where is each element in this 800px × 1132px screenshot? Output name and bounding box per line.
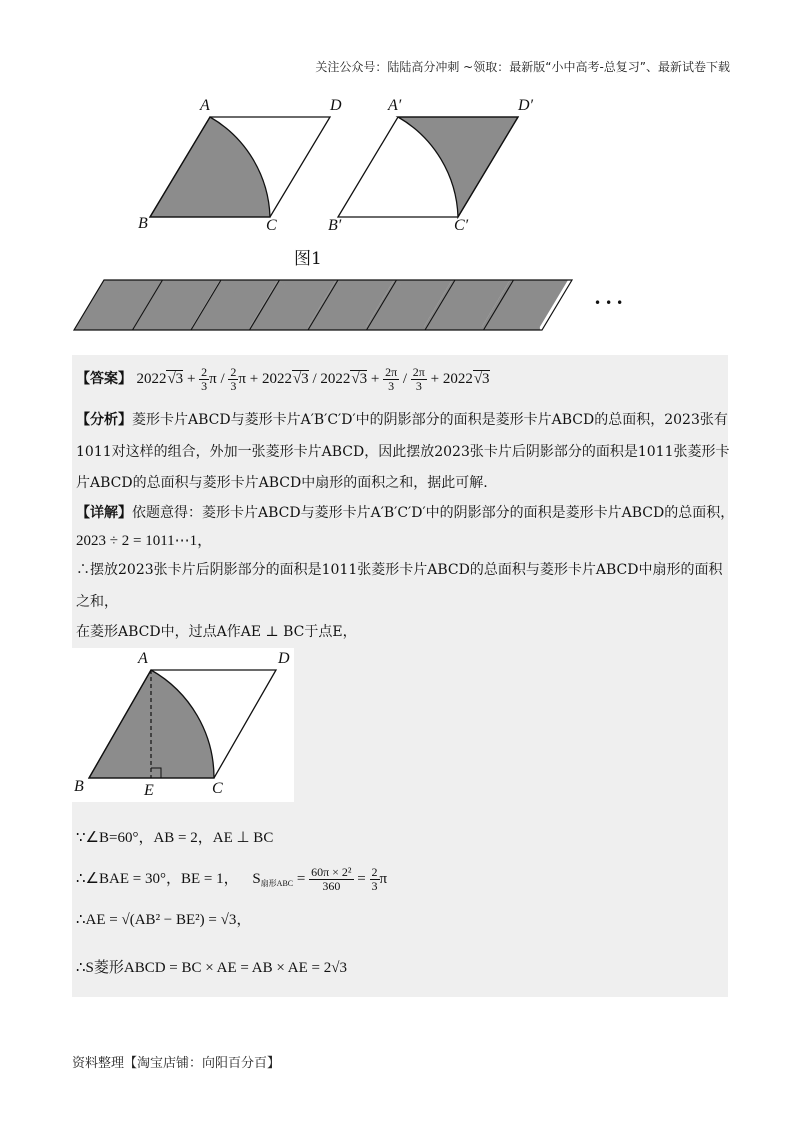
answer-expression: 2022√3 + $\frac{2}{3}$ π / $\frac{2}{3}$ π + 2022√3 / 2022√3 + $\frac{2\pi}{3}$ / $\frac{2\pi}{3}$ + 2022√3 [136,365,490,393]
detail-line-1 [76,503,734,523]
label-a: A [200,97,210,114]
rhombus-card-abcd [150,117,330,217]
detail-line-3: ∴摆放2023张卡片后阴影部分的面积是1011张菱形卡片ABCD的总面积与菱形卡片ABCD中扇形的面积 [76,562,723,578]
detail-tag: 【详解】 [76,505,132,521]
label-c: C [266,217,277,234]
step-2 [76,866,387,894]
detail-text-1: 依题意得：菱形卡片ABCD与菱形卡片A′B′C′D′中的阴影部分的面积是菱形卡片ABCD的总面积， [132,505,735,521]
answer-tag: 【答案】 [76,370,132,387]
analysis-text-1: 菱形卡片ABCD与菱形卡片A′B′C′D′中的阴影部分的面积是菱形卡片ABCD的总面积，2023张有 [132,412,728,428]
step-2-sector: $S_{扇形ABC}$ = $\frac{\text{60π × 2²}}{360}$ = $\frac{2}{3}$ π [252,865,388,893]
figure-2 [72,648,294,802]
fig2-label-c: C [212,780,223,797]
fig2-label-d: D [278,650,290,667]
label-a-prime: A′ [388,97,402,114]
analysis-line-3: 片ABCD的总面积与菱形卡片ABCD中扇形的面积之和，据此可解. [76,475,488,491]
label-c-prime: C′ [454,217,469,234]
analysis-line-2: 1011对这样的组合，外加一张菱形卡片ABCD，因此摆放2023张卡片后阴影部分的面积是1011张菱形卡 [76,444,730,460]
page-header: 关注公众号：陆陆高分冲刺 ~领取：最新版“小中高考-总复习”、最新试卷下载 [315,60,730,74]
label-b-prime: B′ [328,217,342,234]
detail-line-4: 之和， [76,594,118,610]
rhombus-card-a-prime [338,117,518,217]
label-d-prime: D′ [518,97,534,114]
fig2-label-a: A [138,650,148,667]
step-1: ∵∠B=60°，AB = 2，AE ⊥ BC [76,830,274,846]
step-2-angle: ∴∠BAE = 30°，BE = 1， [76,870,239,887]
answer-line [76,366,490,393]
page-footer: 资料整理【淘宝店铺：向阳百分百】 [72,1056,281,1071]
fig2-label-e: E [144,782,154,799]
detail-line-2: 2023 ÷ 2 = 1011⋯1， [76,533,213,549]
label-b: B [138,215,148,232]
figure-1-caption: 图1 [294,249,322,269]
figure-1 [0,0,800,340]
detail-line-5: 在菱形ABCD中，过点A作AE ⊥ BC于点E， [76,624,357,640]
card-strip [74,280,572,330]
analysis-line-1 [76,410,728,430]
label-d: D [330,97,342,114]
fig2-label-b: B [74,778,84,795]
step-4: ∴S菱形ABCD = BC × AE = AB × AE = 2√3 [76,960,347,976]
analysis-tag: 【分析】 [76,412,132,428]
ellipsis: ••• [594,296,628,310]
step-3: ∴AE = √(AB² − BE²) = √3， [76,912,252,928]
